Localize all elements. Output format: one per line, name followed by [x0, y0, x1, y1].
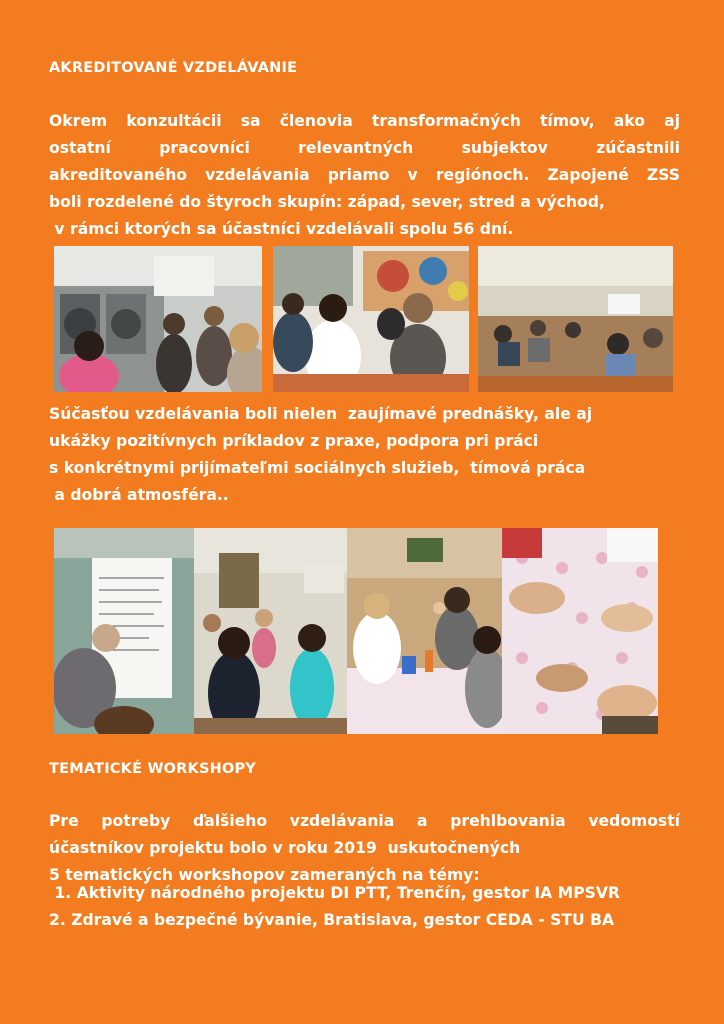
paragraph-line: Pre potreby ďalšieho vzdelávania a prehlbovania vedomostí [49, 812, 680, 830]
photo-group-discussion-painting [273, 246, 469, 392]
photo-group-activity-standing [194, 528, 347, 734]
paragraph-line: a dobrá atmosféra.. [49, 486, 229, 504]
photo-table-group-cheering [347, 528, 502, 734]
paragraph-line: ostatní pracovníci relevantných subjektov zúčastnili [49, 139, 680, 157]
photo-hands-on-tablecloth [502, 528, 658, 734]
list-item: 2. Zdravé a bezpečné bývanie, Bratislava, gestor CEDA - STU BA [49, 911, 615, 929]
list-item: 1. Aktivity národného projektu DI PTT, Trenčín, gestor IA MPSVR [49, 884, 620, 902]
paragraph-line: Okrem konzultácii sa členovia transformačných tímov, ako aj [49, 112, 680, 130]
accredited-education-paragraph [49, 108, 680, 243]
section-heading-thematic-workshops: TEMATICKÉ WORKSHOPY [49, 761, 256, 777]
paragraph-line: Súčasťou vzdelávania boli nielen zaujímavé prednášky, ale aj [49, 405, 593, 423]
photo-flipchart-writing [54, 528, 194, 734]
section-heading-accredited-education: AKREDITOVANÉ VZDELÁVANIE [49, 60, 298, 76]
photo-laundry-room-training [54, 246, 262, 392]
paragraph-line: boli rozdelené do štyroch skupín: západ, sever, stred a východ, [49, 193, 605, 211]
paragraph-line: ukážky pozitívnych príkladov z praxe, podpora pri práci [49, 432, 539, 450]
workshops-list [49, 880, 620, 934]
education-content-paragraph [49, 401, 680, 509]
paragraph-line: akreditovaného vzdelávania priamo v regiónoch. Zapojené ZSS [49, 166, 680, 184]
paragraph-line: 5 tematických workshopov zameraných na témy: [49, 866, 480, 884]
paragraph-line: účastníkov projektu bolo v roku 2019 uskutočnených [49, 839, 521, 857]
paragraph-line: v rámci ktorých sa účastníci vzdelávali spolu 56 dní. [49, 220, 514, 238]
workshops-intro-paragraph [49, 808, 680, 889]
photo-lecture-hall-presentation [478, 246, 673, 392]
paragraph-line: s konkrétnymi prijímateľmi sociálnych služieb, tímová práca [49, 459, 586, 477]
